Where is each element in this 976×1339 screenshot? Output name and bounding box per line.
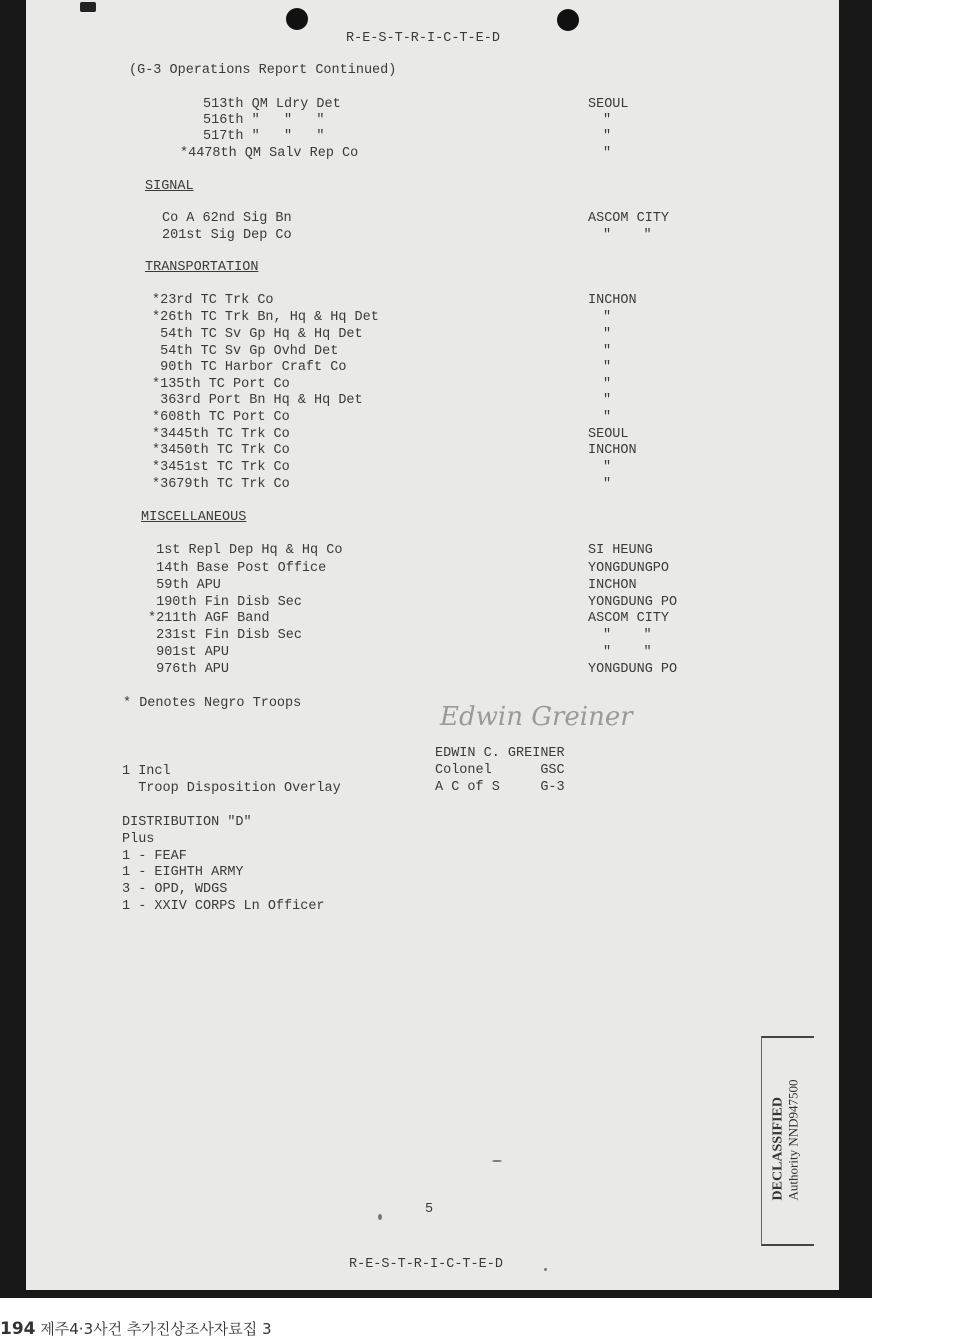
section-heading-transportation: TRANSPORTATION <box>145 260 259 275</box>
unit-name: *4478th QM Salv Rep Co <box>180 146 359 161</box>
unit-location: SI HEUNG <box>588 543 653 558</box>
continued-heading: (G-3 Operations Report Continued) <box>129 63 397 78</box>
signer-rank: Colonel GSC <box>435 763 565 778</box>
unit-name: *23rd TC Trk Co <box>152 293 274 308</box>
unit-name: 901st APU <box>148 645 230 660</box>
unit-location: " <box>603 477 612 492</box>
unit-name: 190th Fin Disb Sec <box>148 595 302 610</box>
unit-name: *26th TC Trk Bn, Hq & Hq Det <box>152 310 379 325</box>
scan-speck <box>378 1214 382 1220</box>
declassified-stamp-text <box>770 1080 801 1201</box>
unit-name: *211th AGF Band <box>148 611 270 626</box>
scan-speck <box>492 1160 502 1162</box>
unit-name: *3451st TC Trk Co <box>152 460 290 475</box>
book-page-number: 194 <box>0 1319 36 1339</box>
unit-location: SEOUL <box>588 97 629 112</box>
unit-location: INCHON <box>588 578 637 593</box>
footer-restricted-mark: R-E-S-T-R-I-C-T-E-D <box>349 1257 503 1272</box>
unit-name: *135th TC Port Co <box>152 377 290 392</box>
distribution-item: 3 - OPD, WDGS <box>122 882 228 897</box>
unit-name: 54th TC Sv Gp Ovhd Det <box>152 344 339 359</box>
unit-location: " <box>603 393 612 408</box>
distribution-item: 1 - XXIV CORPS Ln Officer <box>122 899 325 914</box>
unit-location: " " <box>603 645 652 660</box>
unit-name: *608th TC Port Co <box>152 410 290 425</box>
handwritten-signature: Edwin Greiner <box>440 702 633 732</box>
unit-location: " <box>603 377 612 392</box>
distribution-item: 1 - FEAF <box>122 849 187 864</box>
punch-hole-left <box>286 8 308 30</box>
scan-speck <box>544 1268 547 1271</box>
unit-name: 90th TC Harbor Craft Co <box>152 360 347 375</box>
unit-location: YONGDUNG PO <box>588 662 678 677</box>
unit-location: " <box>603 460 612 475</box>
unit-name: 516th " " " <box>203 113 325 128</box>
unit-name: 54th TC Sv Gp Hq & Hq Det <box>152 327 363 342</box>
distribution-item: 1 - EIGHTH ARMY <box>122 865 244 880</box>
negro-troops-note: * Denotes Negro Troops <box>123 696 302 711</box>
signer-title: A C of S G-3 <box>435 780 565 795</box>
unit-location: " <box>603 146 612 161</box>
unit-name: 513th QM Ldry Det <box>203 97 341 112</box>
unit-name: *3445th TC Trk Co <box>152 427 290 442</box>
unit-name: 59th APU <box>148 578 221 593</box>
unit-location: " " <box>603 628 652 643</box>
unit-location: ASCOM CITY <box>588 611 670 626</box>
unit-location: " <box>603 310 612 325</box>
unit-name: *3679th TC Trk Co <box>152 477 290 492</box>
unit-name: 976th APU <box>148 662 230 677</box>
book-title: 제주4·3사건 추가진상조사자료집 3 <box>40 1320 272 1338</box>
unit-location: " <box>603 129 612 144</box>
header-restricted-mark: R-E-S-T-R-I-C-T-E-D <box>346 31 500 46</box>
unit-name: 14th Base Post Office <box>148 561 327 576</box>
scan-speck <box>80 2 96 12</box>
inclosure-count: 1 Incl <box>122 764 171 779</box>
section-heading-miscellaneous: MISCELLANEOUS <box>141 510 247 525</box>
section-heading-signal: SIGNAL <box>145 179 194 194</box>
stamp-authority: Authority NND947500 <box>785 1079 801 1201</box>
page-number: 5 <box>425 1202 434 1217</box>
unit-location: YONGDUNGPO <box>588 561 670 576</box>
unit-location: " <box>603 113 612 128</box>
unit-location: ASCOM CITY <box>588 211 670 226</box>
unit-location: INCHON <box>588 293 637 308</box>
unit-location: SEOUL <box>588 427 629 442</box>
unit-location: YONGDUNG PO <box>588 595 678 610</box>
inclosure-description: Troop Disposition Overlay <box>122 781 341 796</box>
punch-hole-right <box>557 9 579 31</box>
distribution-heading: DISTRIBUTION "D" <box>122 815 252 830</box>
unit-name: 1st Repl Dep Hq & Hq Co <box>148 543 343 558</box>
unit-location: " <box>603 344 612 359</box>
unit-name: 517th " " " <box>203 129 325 144</box>
unit-name: 363rd Port Bn Hq & Hq Det <box>152 393 363 408</box>
unit-location: " " <box>603 228 652 243</box>
unit-name: Co A 62nd Sig Bn <box>162 211 292 226</box>
unit-location: " <box>603 360 612 375</box>
unit-location: INCHON <box>588 443 637 458</box>
stamp-title: DECLASSIFIED <box>770 1097 786 1201</box>
signer-name: EDWIN C. GREINER <box>435 746 565 761</box>
unit-name: *3450th TC Trk Co <box>152 443 290 458</box>
unit-location: " <box>603 327 612 342</box>
unit-location: " <box>603 410 612 425</box>
unit-name: 231st Fin Disb Sec <box>148 628 302 643</box>
unit-name: 201st Sig Dep Co <box>162 228 292 243</box>
distribution-plus: Plus <box>122 832 155 847</box>
